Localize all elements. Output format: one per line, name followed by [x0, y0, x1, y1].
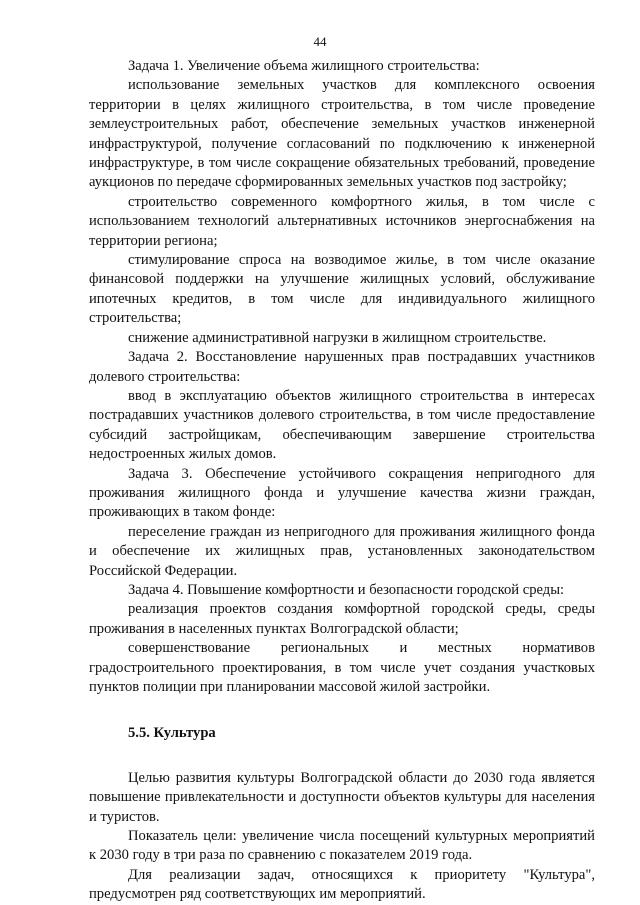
page-number: 44 [313, 34, 327, 49]
culture-indicator: Показатель цели: увеличение числа посещений культурных мероприятий к 2030 году в три раза по сравнению с показателем 2019 года. [89, 828, 595, 864]
task-2-title: Задача 2. Восстановление нарушенных прав пострадавших участников долевого строительства: [89, 349, 595, 385]
task-4-title: Задача 4. Повышение комфортности и безопасности городской среды: [128, 581, 565, 598]
task-2-item-commissioning: ввод в эксплуатацию объектов жилищного строительства в интересах пострадавших участников долевого строительства, в том числе предоставление субсидий застройщикам, обеспечивающим завершение строительства недостроенных жилых домов. [89, 387, 595, 463]
task-1-item-demand: стимулирование спроса на возводимое жилье, в том числе оказание финансовой поддержки на улучшение жилищных условий, обслуживание ипотечных кредитов, в том числе для индивидуального жилищного строительства; [89, 252, 595, 327]
task-1-item-admin-load: снижение административной нагрузки в жилищном строительстве. [128, 329, 547, 346]
culture-measures: Для реализации задач, относящихся к приоритету "Культура", предусмотрен ряд соответствующих им мероприятий. [89, 866, 595, 903]
document-body [89, 57, 595, 905]
task-3-title: Задача 3. Обеспечение устойчивого сокращения непригодного для проживания жилищного фонда и улучшение качества жизни граждан, проживающих в таком фонде: [89, 465, 595, 521]
culture-goal: Целью развития культуры Волгоградской области до 2030 года является повышение привлекательности и доступности объектов культуры для населения и туристов. [89, 769, 595, 825]
task-4-item-urban-environment: реализация проектов создания комфортной городской среды, среды проживания в населенных пунктах Волгоградской области; [89, 601, 595, 637]
task-3-item-resettlement: переселение граждан из непригодного для проживания жилищного фонда и обеспечение их жилищных прав, установленных законодательством Российской Федерации. [89, 523, 595, 579]
section-heading-culture: 5.5. Культура [128, 725, 216, 742]
task-1-item-land-use: использование земельных участков для комплексного освоения территории в целях жилищного строительства, в том числе проведение землеустроительных работ, обеспечение земельных участков инженерной инфраструктурой, получение согласований по подключению к инженерной инфраструктуре, в том числе сокращение обязательных требований, проведение аукционов по передаче сформированных земельных участков под застройку; [89, 77, 595, 191]
task-1-item-construction: строительство современного комфортного жилья, в том числе с использованием технологий альтернативных источников энергоснабжения на территории региона; [89, 193, 595, 249]
task-4-item-standards: совершенствование региональных и местных нормативов градостроительного проектирования, в том числе учет создания участковых пунктов полиции при планировании массовой жилой застройки. [89, 640, 595, 695]
task-1-title: Задача 1. Увеличение объема жилищного строительства: [128, 58, 480, 74]
